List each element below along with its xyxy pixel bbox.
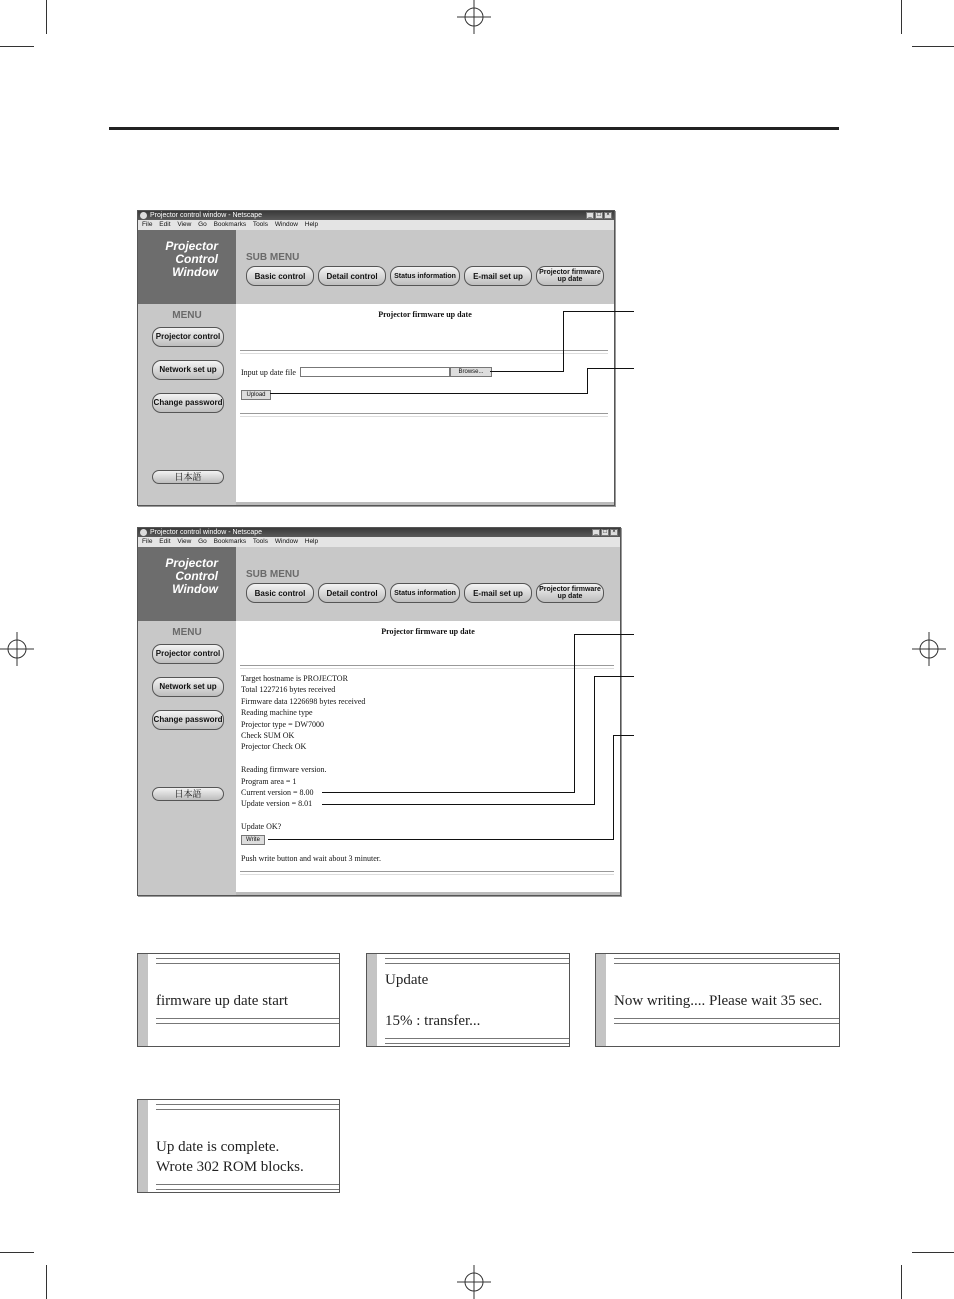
- callout-line: [594, 676, 634, 677]
- rom-blocks-message: Wrote 302 ROM blocks.: [156, 1159, 304, 1175]
- main-menu-sidebar: [138, 304, 236, 505]
- close-button[interactable]: ×: [610, 529, 618, 536]
- basic-control-button[interactable]: Basic control: [246, 583, 314, 603]
- double-rule: [385, 1038, 569, 1044]
- menu-go[interactable]: Go: [198, 221, 207, 228]
- page-title: Projector firmware up date: [381, 627, 475, 636]
- log-line: Total 1227216 bytes received: [241, 685, 336, 695]
- content-area: [236, 621, 620, 895]
- update-start-message: firmware up date start: [156, 993, 289, 1009]
- double-rule: [156, 1184, 339, 1190]
- status-box-writing: [595, 953, 840, 1047]
- logo-line-3: Window: [172, 265, 218, 279]
- crop-mark-br-v: [901, 1265, 902, 1299]
- box-side-strip: [367, 954, 377, 1046]
- projector-control-window-logo: [138, 230, 236, 304]
- minimize-button[interactable]: _: [592, 529, 600, 536]
- divider: [240, 413, 608, 417]
- double-rule: [385, 958, 569, 964]
- email-set-up-button[interactable]: E-mail set up: [464, 583, 532, 603]
- status-box-complete: [137, 1099, 340, 1193]
- page-title: Projector firmware up date: [378, 310, 472, 319]
- log-line: Projector Check OK: [241, 742, 307, 752]
- callout-line: [613, 735, 614, 840]
- menu-label: MENU: [172, 310, 202, 321]
- crop-mark-tr-v: [901, 0, 902, 34]
- crop-mark-bl-v: [46, 1265, 47, 1299]
- crop-mark-br-h: [912, 1252, 954, 1253]
- logo-line-3: Window: [172, 582, 218, 596]
- status-box-transfer: [366, 953, 570, 1047]
- window-title: Projector control window - Netscape: [150, 212, 263, 219]
- menu-help[interactable]: Help: [304, 221, 319, 228]
- sub-menu-label: SUB MENU: [246, 252, 300, 263]
- status-bar: [236, 892, 620, 895]
- minimize-button[interactable]: _: [586, 212, 594, 219]
- log-line: Check SUM OK: [241, 731, 295, 740]
- callout-line: [563, 311, 634, 312]
- menu-bookmarks[interactable]: Bookmarks: [213, 538, 247, 545]
- callout-line: [574, 634, 575, 793]
- close-button[interactable]: ×: [604, 212, 612, 219]
- divider: [240, 350, 608, 354]
- netscape-icon: [140, 529, 147, 536]
- sub-menu-header: [236, 230, 614, 304]
- japanese-button[interactable]: 日本語: [152, 470, 224, 484]
- window-title: Projector control window - Netscape: [150, 529, 263, 536]
- callout-line: [574, 634, 634, 635]
- japanese-button[interactable]: 日本語: [152, 787, 224, 801]
- callout-line: [613, 735, 634, 736]
- push-write-note: Push write button and wait about 3 minuter.: [241, 854, 381, 863]
- input-update-file-label: Input up date file: [241, 368, 296, 377]
- maximize-button[interactable]: □: [601, 529, 609, 536]
- page-header-rule: [109, 127, 839, 130]
- menu-edit[interactable]: Edit: [159, 221, 171, 228]
- network-set-up-button[interactable]: Network set up: [152, 677, 224, 697]
- complete-message: Up date is complete.: [156, 1139, 280, 1155]
- network-set-up-button[interactable]: Network set up: [152, 360, 224, 380]
- projector-firmware-update-button[interactable]: Projector firmware up date: [536, 583, 604, 603]
- callout-line: [268, 839, 613, 840]
- content-area: [236, 304, 614, 505]
- menu-help[interactable]: Help: [304, 538, 319, 545]
- double-rule: [156, 958, 339, 964]
- double-rule: [614, 958, 839, 964]
- callout-line: [587, 368, 634, 369]
- box-side-strip: [138, 954, 148, 1046]
- status-information-button[interactable]: Status information: [390, 266, 460, 286]
- browser-window-1: [137, 210, 615, 506]
- window-titlebar[interactable]: [138, 528, 620, 537]
- netscape-icon: [140, 212, 147, 219]
- main-menu-sidebar: [138, 621, 236, 895]
- crop-mark-tl-h: [0, 46, 34, 47]
- registration-mark-left: [0, 632, 34, 666]
- logo-line-1: Projector: [165, 556, 218, 570]
- divider: [240, 665, 614, 669]
- window-titlebar[interactable]: [138, 211, 614, 220]
- divider: [240, 871, 614, 875]
- menu-label: MENU: [172, 627, 202, 638]
- sub-menu-label: SUB MENU: [246, 569, 300, 580]
- sub-menu-header: [236, 547, 620, 621]
- crop-mark-tl-v: [46, 0, 47, 34]
- log-line: Program area = 1: [241, 776, 297, 786]
- logo-line-2: Control: [175, 252, 218, 266]
- projector-firmware-update-button[interactable]: Projector firmware up date: [536, 266, 604, 286]
- menu-bar: [138, 220, 614, 230]
- log-line: Reading machine type: [241, 708, 313, 718]
- log-line: Target hostname is PROJECTOR: [241, 674, 348, 683]
- registration-mark-right: [912, 632, 946, 666]
- double-rule: [614, 1018, 839, 1024]
- detail-control-button[interactable]: Detail control: [318, 266, 386, 286]
- transfer-progress: 15% : transfer...: [385, 1013, 481, 1029]
- email-set-up-button[interactable]: E-mail set up: [464, 266, 532, 286]
- status-information-button[interactable]: Status information: [390, 583, 460, 603]
- menu-view[interactable]: View: [177, 221, 192, 228]
- menu-go[interactable]: Go: [198, 538, 207, 545]
- callout-line: [587, 368, 588, 394]
- update-ok-prompt: Update OK?: [241, 822, 282, 832]
- writing-message: Now writing.... Please wait 35 sec.: [614, 993, 823, 1009]
- browse-button[interactable]: Browse...: [450, 367, 492, 377]
- update-file-input[interactable]: [300, 367, 450, 377]
- log-line: Reading firmware version.: [241, 765, 327, 775]
- menu-edit[interactable]: Edit: [159, 538, 171, 545]
- status-bar: [236, 502, 614, 505]
- update-title: Update: [385, 972, 429, 988]
- projector-control-button[interactable]: Projector control: [152, 644, 224, 664]
- menu-window[interactable]: Window: [274, 221, 298, 228]
- upload-button[interactable]: Upload: [241, 390, 271, 400]
- detail-control-button[interactable]: Detail control: [318, 583, 386, 603]
- log-line: Projector type = DW7000: [241, 719, 324, 729]
- menu-tools[interactable]: Tools: [252, 221, 268, 228]
- registration-mark-top: [457, 0, 491, 34]
- browser-window-2: [137, 527, 621, 896]
- status-box-start: [137, 953, 340, 1047]
- current-version-line: Current version = 8.00: [241, 788, 314, 797]
- menu-file[interactable]: File: [142, 538, 153, 545]
- callout-line: [490, 371, 563, 372]
- menu-view[interactable]: View: [177, 538, 192, 545]
- logo-line-1: Projector: [165, 239, 218, 253]
- registration-mark-bottom: [457, 1265, 491, 1299]
- change-password-button[interactable]: Change password: [152, 393, 224, 413]
- update-version-line: Update version = 8.01: [241, 799, 313, 809]
- double-rule: [156, 1018, 339, 1024]
- callout-line: [322, 792, 574, 793]
- menu-window[interactable]: Window: [274, 538, 298, 545]
- box-side-strip: [596, 954, 606, 1046]
- projector-control-window-logo: [138, 547, 236, 621]
- menu-bar: [138, 537, 620, 547]
- callout-line: [594, 676, 595, 805]
- box-side-strip: [138, 1100, 148, 1192]
- menu-file[interactable]: File: [142, 221, 153, 228]
- crop-mark-bl-h: [0, 1252, 34, 1253]
- callout-line: [270, 393, 587, 394]
- change-password-button[interactable]: Change password: [152, 710, 224, 730]
- maximize-button[interactable]: □: [595, 212, 603, 219]
- projector-control-button[interactable]: Projector control: [152, 327, 224, 347]
- callout-line: [563, 311, 564, 372]
- logo-line-2: Control: [175, 569, 218, 583]
- log-line: Firmware data 1226698 bytes received: [241, 696, 366, 706]
- basic-control-button[interactable]: Basic control: [246, 266, 314, 286]
- menu-bookmarks[interactable]: Bookmarks: [213, 221, 247, 228]
- write-button[interactable]: Write: [241, 835, 265, 845]
- callout-line: [322, 804, 594, 805]
- double-rule: [156, 1104, 339, 1110]
- menu-tools[interactable]: Tools: [252, 538, 268, 545]
- crop-mark-tr-h: [912, 46, 954, 47]
